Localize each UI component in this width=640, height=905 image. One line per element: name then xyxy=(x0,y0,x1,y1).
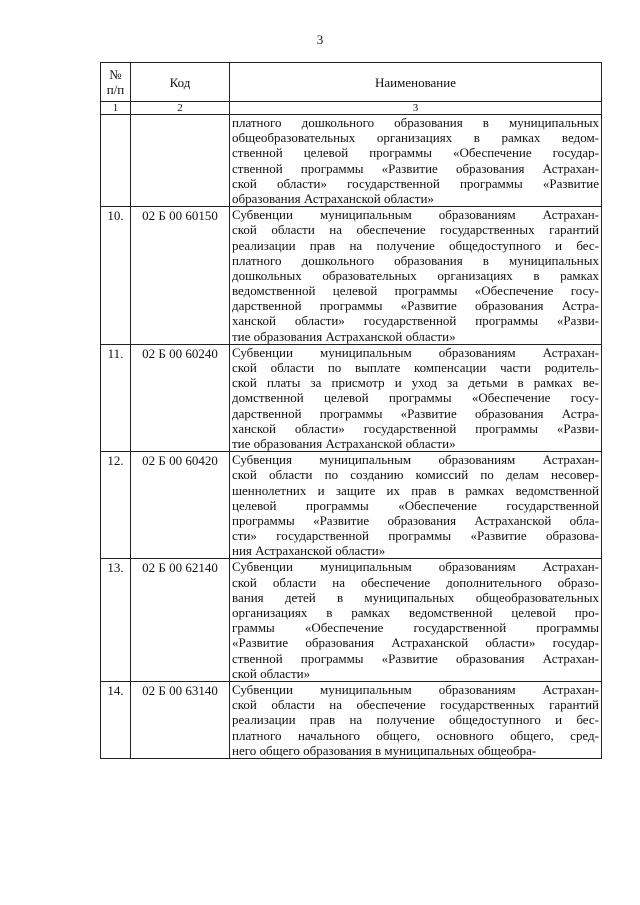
row-name-line: ской области по созданию комиссий по делам несовер- xyxy=(232,467,599,483)
row-name-line: платного дошкольного образования в муниципальных xyxy=(232,252,599,268)
row-name-line: организациях в рамках ведомственной целевой про- xyxy=(232,605,599,620)
header-code: Код xyxy=(131,63,230,102)
row-name xyxy=(230,559,602,682)
row-code: 02 Б 00 60150 xyxy=(131,207,230,345)
row-name-line: него общего образования в муниципальных общеобра- xyxy=(232,742,537,758)
row-name xyxy=(230,344,602,451)
row-name-line: ственной программы «Развитие образования Астрахан- xyxy=(232,160,599,176)
row-name-line: ской области на обеспечение дополнительного образо- xyxy=(232,574,599,590)
row-name-line: шеннолетних и защите их прав в рамках ведомственной xyxy=(232,482,599,498)
row-name-line: дошкольных образовательных организациях в рамках xyxy=(232,267,599,283)
row-name-line: реализации прав на получение общедоступного и бес- xyxy=(232,237,599,253)
row-code xyxy=(131,115,230,207)
row-name-line: Субвенции муниципальным образованиям Астрахан- xyxy=(232,681,599,697)
row-name-line: ской области по выплате компенсации части родитель- xyxy=(232,360,599,375)
page-number: 3 xyxy=(316,32,324,47)
table-row xyxy=(101,344,602,451)
row-name-line: ственной целевой программы «Обеспечение государ- xyxy=(232,145,599,161)
row-name-line: сти» государственной программы «Развитие образова- xyxy=(232,528,599,544)
row-name-line: ханской области» государственной программы «Разви- xyxy=(232,313,599,329)
row-name xyxy=(230,452,602,559)
header-name: Наименование xyxy=(230,63,602,102)
column-number-3: 3 xyxy=(230,102,602,115)
row-code: 02 Б 00 62140 xyxy=(131,559,230,682)
row-name-line: платного дошкольного образования в муниципальных xyxy=(232,115,599,130)
table-header-row xyxy=(101,63,602,102)
table-row xyxy=(101,115,602,207)
row-name-line: Субвенции муниципальным образованиям Астрахан- xyxy=(232,559,599,575)
budget-codes-table xyxy=(100,62,602,759)
row-code: 02 Б 00 60420 xyxy=(131,452,230,559)
row-number: 13. xyxy=(101,559,131,682)
column-numbering-row xyxy=(101,102,602,115)
row-name-line: дарственной программы «Развитие образования Астра- xyxy=(232,298,599,314)
row-number: 10. xyxy=(101,207,131,345)
row-name xyxy=(230,681,602,758)
row-name-line: ханской области» государственной программы «Разви- xyxy=(232,420,599,436)
row-name-line: дарственной программы «Развитие образования Астра- xyxy=(232,405,599,421)
row-name-line: ской области» xyxy=(232,665,311,681)
row-name-line: образования Астраханской области» xyxy=(232,190,434,206)
row-number: 12. xyxy=(101,452,131,559)
row-name-line: вания детей в муниципальных общеобразовательных xyxy=(232,589,599,605)
row-name-line: ведомственной целевой программы «Обеспечение госу- xyxy=(232,283,599,299)
row-name-line: граммы «Обеспечение государственной программы xyxy=(232,620,599,636)
row-number: 14. xyxy=(101,681,131,758)
table-row xyxy=(101,452,602,559)
row-name-line: ской области» государственной программы «Развитие xyxy=(232,175,599,191)
row-code: 02 Б 00 60240 xyxy=(131,344,230,451)
row-name-line: ской области на обеспечение государственных гарантий xyxy=(232,222,599,238)
row-name-line: Субвенция муниципальным образованиям Астрахан- xyxy=(232,452,599,468)
row-name-line: ния Астраханской области» xyxy=(232,543,386,559)
row-name-line: Субвенции муниципальным образованиям Астрахан- xyxy=(232,344,599,360)
row-name xyxy=(230,115,602,207)
row-number xyxy=(101,115,131,207)
row-name xyxy=(230,207,602,345)
row-name-line: общеобразовательных организациях в рамках ведом- xyxy=(232,130,599,146)
row-code: 02 Б 00 63140 xyxy=(131,681,230,758)
column-number-2: 2 xyxy=(131,102,230,115)
row-number: 11. xyxy=(101,344,131,451)
row-name-line: ской платы за присмотр и уход за детьми в рамках ве- xyxy=(232,375,599,391)
row-name-line: ской области на обеспечение государственных гарантий xyxy=(232,697,599,713)
row-name-line: реализации прав на получение общедоступного и бес- xyxy=(232,712,599,728)
row-name-line: тие образования Астраханской области» xyxy=(232,435,456,451)
row-name-line: целевой программы «Обеспечение государственной xyxy=(232,497,599,513)
row-name-line: Субвенции муниципальным образованиям Астрахан- xyxy=(232,207,599,223)
table-row xyxy=(101,559,602,682)
column-number-1: 1 xyxy=(101,102,131,115)
header-number xyxy=(101,63,131,102)
table-row xyxy=(101,681,602,758)
header-number-line2: п/п xyxy=(106,82,125,97)
row-name-line: домственной целевой программы «Обеспечение госу- xyxy=(232,390,599,406)
row-name-line: тие образования Астраханской области» xyxy=(232,328,456,344)
row-name-line: «Развитие образования Астраханской области» государ- xyxy=(232,635,599,651)
table-row xyxy=(101,207,602,345)
header-number-line1: № xyxy=(109,67,122,82)
row-name-line: ственной программы «Развитие образования Астрахан- xyxy=(232,650,599,666)
row-name-line: платного начального общего, основного общего, сред- xyxy=(232,727,599,743)
row-name-line: программы «Развитие образования Астраханской обла- xyxy=(232,512,599,528)
